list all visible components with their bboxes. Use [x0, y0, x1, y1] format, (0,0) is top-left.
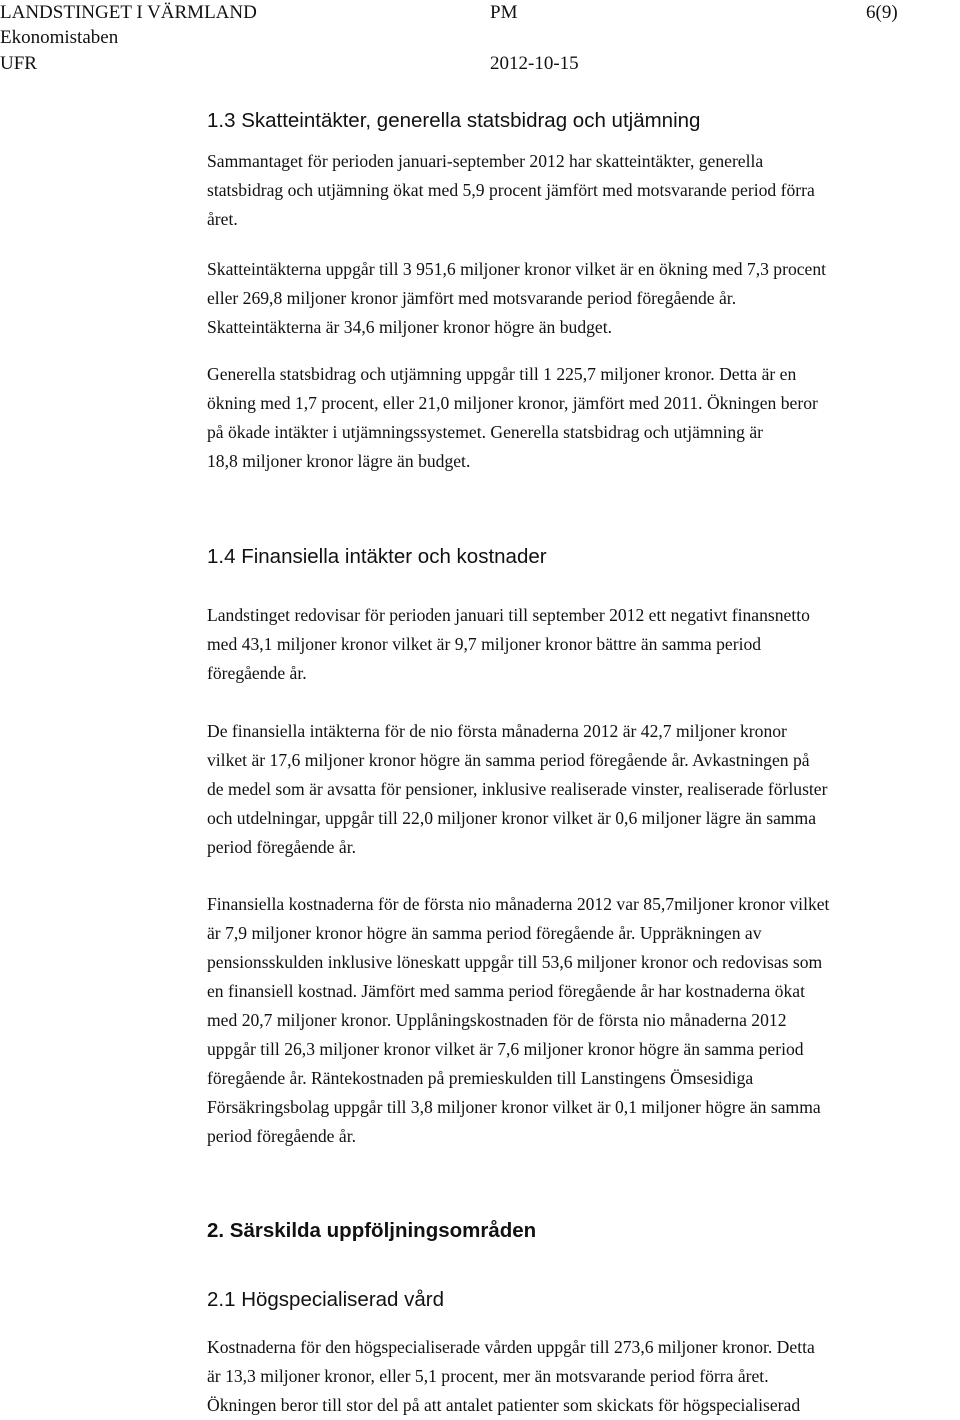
paragraph-1-3-state-grants — [207, 360, 959, 476]
text-line: Ökningen beror till stor del på att antalet patienter som skickats för högspecialiserad — [207, 1395, 801, 1415]
text-line: statsbidrag och utjämning ökat med 5,9 procent jämfört med motsvarande period förra — [207, 180, 815, 200]
text-line: är 7,9 miljoner kronor högre än samma period föregående år. Uppräkningen av — [207, 923, 762, 943]
text-line: med 43,1 miljoner kronor vilket är 9,7 miljoner kronor bättre än samma period — [207, 634, 762, 654]
text-line: ökning med 1,7 procent, eller 21,0 miljoner kronor, jämfört med 2011. Ökningen beror — [207, 393, 818, 413]
text-line: en finansiell kostnad. Jämfört med samma period föregående år har kostnaderna ökat — [207, 981, 805, 1001]
header-date: 2012-10-15 — [490, 53, 579, 74]
section-heading-1-3: 1.3 Skatteintäkter, generella statsbidrag och utjämning — [207, 109, 701, 132]
section-heading-2-1: 2.1 Högspecialiserad vård — [207, 1288, 445, 1311]
text-line: Landstinget redovisar för perioden januari till september 2012 ett negativt finansnetto — [207, 605, 810, 625]
header-department: Ekonomistaben — [0, 27, 119, 48]
text-line: Sammantaget för perioden januari-september 2012 har skatteintäkter, generella — [207, 151, 764, 171]
text-line: Skatteintäkterna är 34,6 miljoner kronor högre än budget. — [207, 317, 613, 337]
text-line: period föregående år. — [207, 837, 356, 857]
paragraph-1-4-income — [207, 717, 959, 862]
paragraph-1-4-net — [207, 601, 959, 688]
text-line: året. — [207, 209, 238, 229]
header-unit: UFR — [0, 53, 37, 74]
text-line: föregående år. Räntekostnaden på premieskulden till Lanstingens Ömsesidiga — [207, 1068, 754, 1088]
header-page-number: 6(9) — [866, 2, 898, 23]
section-heading-2: 2. Särskilda uppföljningsområden — [207, 1219, 537, 1242]
paragraph-1-4-costs — [207, 890, 959, 1151]
section-heading-1-4: 1.4 Finansiella intäkter och kostnader — [207, 545, 547, 568]
text-line: Finansiella kostnaderna för de första nio månaderna 2012 var 85,7miljoner kronor vilket — [207, 894, 830, 914]
text-line: 18,8 miljoner kronor lägre än budget. — [207, 451, 471, 471]
header-org-name: LANDSTINGET I VÄRMLAND — [0, 2, 257, 23]
text-line: föregående år. — [207, 663, 307, 683]
text-line: är 13,3 miljoner kronor, eller 5,1 procent, mer än motsvarande period förra året. — [207, 1366, 769, 1386]
paragraph-2-1-specialised-care — [207, 1333, 959, 1420]
paragraph-1-3-tax-revenue — [207, 255, 959, 342]
text-line: eller 269,8 miljoner kronor jämfört med motsvarande period föregående år. — [207, 288, 737, 308]
paragraph-1-3-summary — [207, 147, 959, 234]
text-line: Försäkringsbolag uppgår till 3,8 miljoner kronor vilket är 0,1 miljoner högre än samma — [207, 1097, 821, 1117]
text-line: vilket är 17,6 miljoner kronor högre än samma period föregående år. Avkastningen på — [207, 750, 810, 770]
text-line: Generella statsbidrag och utjämning uppgår till 1 225,7 miljoner kronor. Detta är en — [207, 364, 797, 384]
text-line: och utdelningar, uppgår till 22,0 miljoner kronor vilket är 0,6 miljoner lägre än samma — [207, 808, 817, 828]
header-doc-type: PM — [490, 2, 518, 23]
text-line: De finansiella intäkterna för de nio första månaderna 2012 är 42,7 miljoner kronor — [207, 721, 787, 741]
text-line: de medel som är avsatta för pensioner, inklusive realiserade vinster, realiserade förluster — [207, 779, 828, 799]
text-line: med 20,7 miljoner kronor. Upplåningskostnaden för de första nio månaderna 2012 — [207, 1010, 787, 1030]
text-line: Kostnaderna för den högspecialiserade vården uppgår till 273,6 miljoner kronor. Detta — [207, 1337, 815, 1357]
text-line: uppgår till 26,3 miljoner kronor vilket är 7,6 miljoner kronor högre än samma period — [207, 1039, 804, 1059]
text-line: på ökade intäkter i utjämningssystemet. Generella statsbidrag och utjämning är — [207, 422, 763, 442]
text-line: period föregående år. — [207, 1126, 356, 1146]
text-line: pensionsskulden inklusive löneskatt uppgår till 53,6 miljoner kronor och redovisas som — [207, 952, 823, 972]
text-line: Skatteintäkterna uppgår till 3 951,6 miljoner kronor vilket är en ökning med 7,3 procent — [207, 259, 827, 279]
